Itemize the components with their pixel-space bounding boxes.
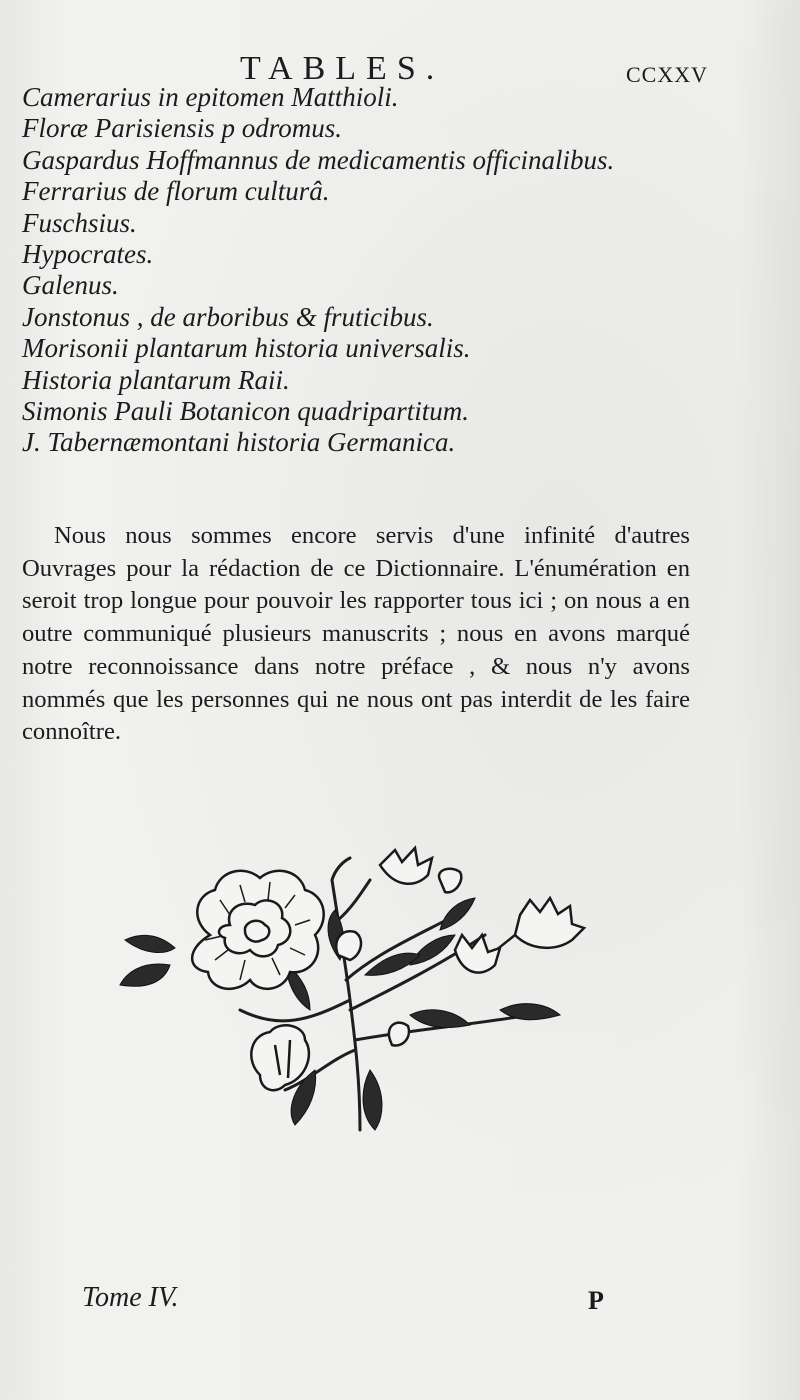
reference-item: Hypocrates. — [22, 239, 154, 270]
reference-list — [22, 82, 722, 459]
reference-item: Camerarius in epitomen Matthioli. — [22, 82, 399, 112]
reference-item: Morisonii plantarum historia universalis. — [22, 333, 471, 364]
reference-item: Gaspardus Hoffmannus de medicamentis officinalibus. — [22, 144, 615, 175]
tome-label: Tome IV. — [82, 1282, 179, 1313]
floral-sprig-icon — [110, 840, 600, 1140]
reference-item: Jonstonus , de arboribus & fruticibus. — [22, 301, 434, 332]
running-title: TABLES. — [240, 50, 445, 87]
reference-item: Historia plantarum Raii. — [22, 364, 290, 395]
page-number: CCXXV — [625, 62, 708, 87]
reference-item: Galenus. — [22, 270, 119, 301]
signature-mark: P — [588, 1286, 604, 1315]
closing-paragraph: Nous nous sommes encore servis d'une infinité d'autres Ouvrages pour la rédaction de ce Dictionnaire. L'énumération en seroit trop longue pour pouvoir les rapporter tous ici ; on nous a en outre communiqué plusieurs manuscrits ; nous en avons marqué notre reconnoissance dans notre préface , & nous n'y avons nommés que les personnes qui ne nous ont pas interdit de les faire connoître. — [22, 522, 690, 746]
reference-item: Simonis Pauli Botanicon quadripartitum. — [22, 396, 470, 427]
reference-item: Floræ Parisiensis p odromus. — [22, 113, 343, 144]
reference-item: Ferrarius de florum culturâ. — [22, 176, 330, 207]
reference-item: J. Tabernæmontani historia Germanica. — [22, 427, 456, 458]
reference-item: Fuschsius. — [22, 207, 137, 238]
